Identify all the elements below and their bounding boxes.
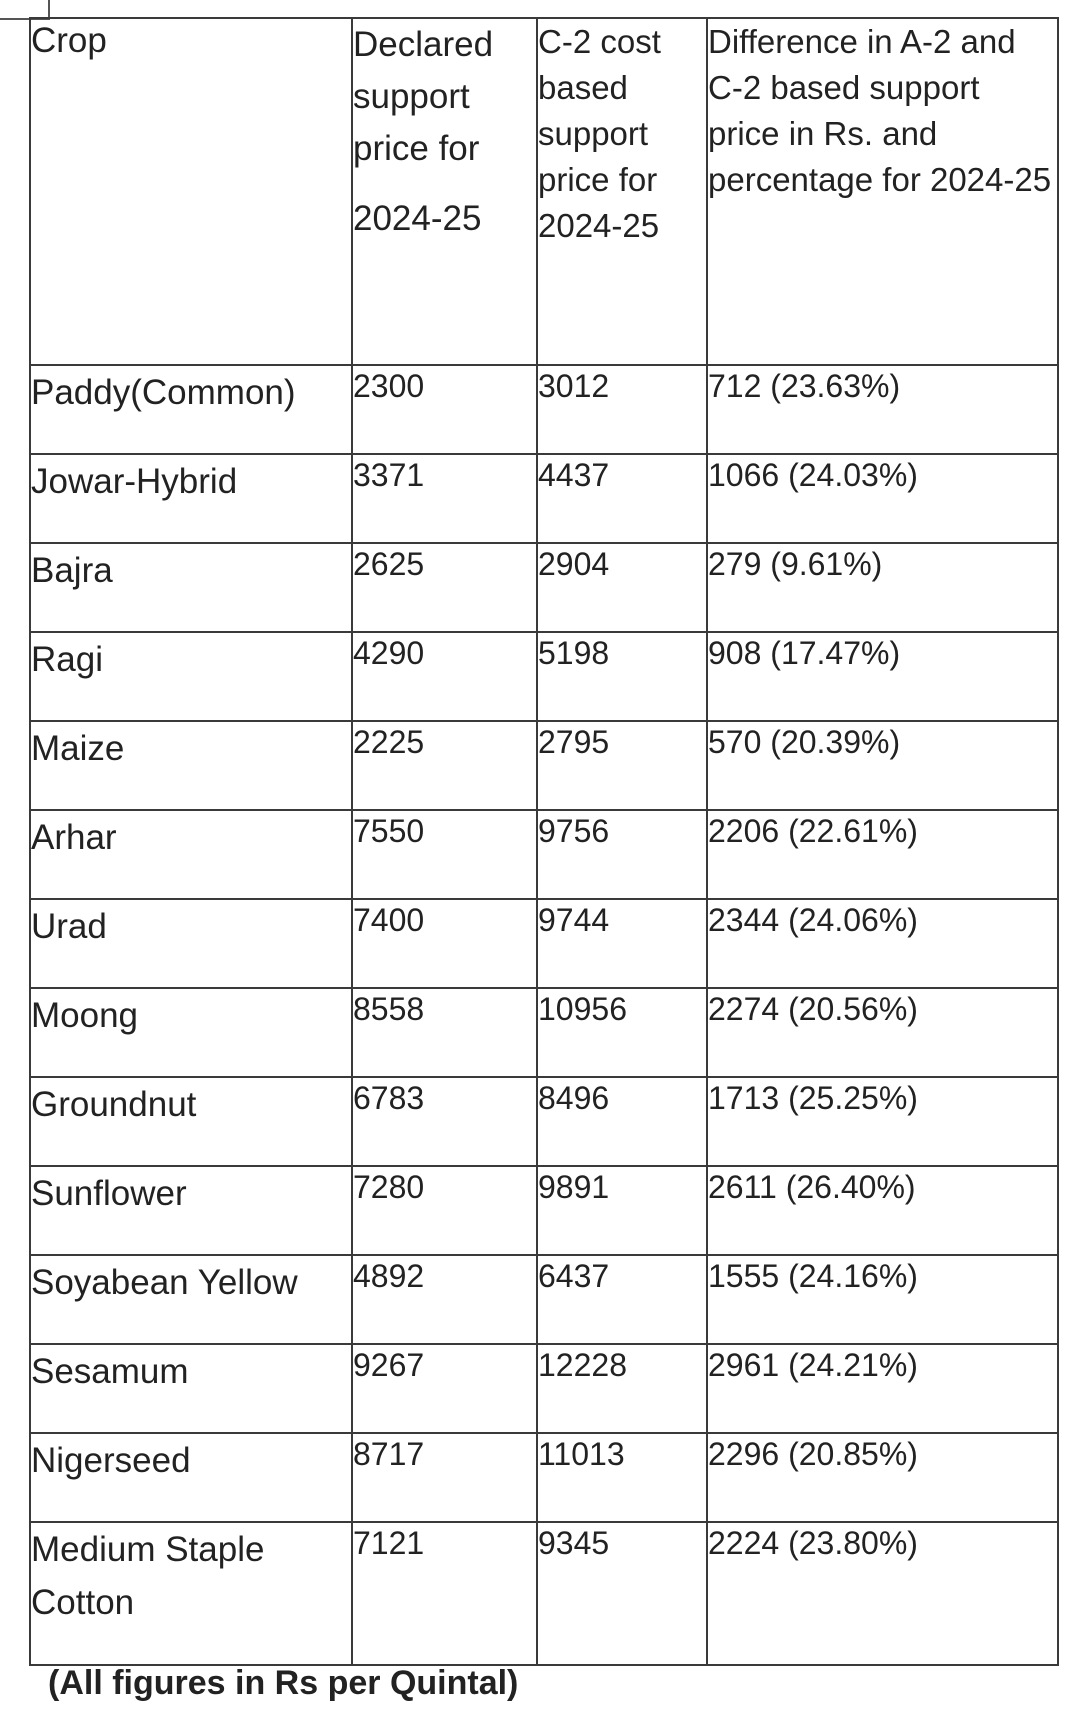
crop-name-cell: Maize <box>30 721 352 810</box>
declared-price-cell: 8558 <box>352 988 537 1077</box>
table-row <box>30 721 1058 810</box>
declared-price-cell: 7280 <box>352 1166 537 1255</box>
header-crop: Crop <box>30 18 352 365</box>
table-row <box>30 1344 1058 1433</box>
difference-cell: 2274 (20.56%) <box>707 988 1058 1077</box>
table-row <box>30 1077 1058 1166</box>
c2-price-cell: 2795 <box>537 721 707 810</box>
c2-price-cell: 10956 <box>537 988 707 1077</box>
c2-price-cell: 2904 <box>537 543 707 632</box>
declared-price-cell: 7400 <box>352 899 537 988</box>
difference-cell: 2344 (24.06%) <box>707 899 1058 988</box>
crop-name-cell: Paddy(Common) <box>30 365 352 454</box>
table-header-row <box>30 18 1058 365</box>
crop-name-cell: Medium Staple Cotton <box>30 1522 352 1665</box>
declared-price-cell: 4892 <box>352 1255 537 1344</box>
table-row <box>30 988 1058 1077</box>
difference-cell: 2224 (23.80%) <box>707 1522 1058 1665</box>
table-row <box>30 632 1058 721</box>
header-declared-price <box>352 18 537 365</box>
c2-price-cell: 9891 <box>537 1166 707 1255</box>
c2-price-cell: 3012 <box>537 365 707 454</box>
crop-name-cell: Arhar <box>30 810 352 899</box>
table-body <box>30 365 1058 1665</box>
table-row <box>30 810 1058 899</box>
crop-name-cell: Urad <box>30 899 352 988</box>
c2-price-cell: 12228 <box>537 1344 707 1433</box>
declared-price-cell: 3371 <box>352 454 537 543</box>
declared-price-cell: 2300 <box>352 365 537 454</box>
c2-price-cell: 9756 <box>537 810 707 899</box>
difference-cell: 570 (20.39%) <box>707 721 1058 810</box>
crop-name-cell: Nigerseed <box>30 1433 352 1522</box>
declared-price-cell: 7121 <box>352 1522 537 1665</box>
table-row <box>30 1522 1058 1665</box>
table-row <box>30 365 1058 454</box>
difference-cell: 1555 (24.16%) <box>707 1255 1058 1344</box>
msp-comparison-table <box>29 17 1059 1666</box>
c2-price-cell: 9744 <box>537 899 707 988</box>
table-row <box>30 1255 1058 1344</box>
crop-name-cell: Groundnut <box>30 1077 352 1166</box>
table-row <box>30 454 1058 543</box>
declared-price-cell: 4290 <box>352 632 537 721</box>
difference-cell: 1713 (25.25%) <box>707 1077 1058 1166</box>
crop-name-cell: Moong <box>30 988 352 1077</box>
declared-price-cell: 6783 <box>352 1077 537 1166</box>
header-declared-line: Declared <box>353 25 494 64</box>
table-row <box>30 543 1058 632</box>
crop-name-cell: Bajra <box>30 543 352 632</box>
declared-price-cell: 8717 <box>352 1433 537 1522</box>
declared-price-cell: 9267 <box>352 1344 537 1433</box>
c2-price-cell: 9345 <box>537 1522 707 1665</box>
c2-price-cell: 8496 <box>537 1077 707 1166</box>
difference-cell: 908 (17.47%) <box>707 632 1058 721</box>
crop-name-cell: Sunflower <box>30 1166 352 1255</box>
header-declared-line: support <box>353 77 470 116</box>
difference-cell: 712 (23.63%) <box>707 365 1058 454</box>
crop-name-cell: Sesamum <box>30 1344 352 1433</box>
crop-name-cell: Soyabean Yellow <box>30 1255 352 1344</box>
c2-price-cell: 4437 <box>537 454 707 543</box>
declared-price-cell: 2225 <box>352 721 537 810</box>
header-declared-year: 2024-25 <box>353 199 482 238</box>
difference-cell: 1066 (24.03%) <box>707 454 1058 543</box>
difference-cell: 279 (9.61%) <box>707 543 1058 632</box>
c2-price-cell: 6437 <box>537 1255 707 1344</box>
table-row <box>30 899 1058 988</box>
header-c2-price: C-2 cost based support price for 2024-25 <box>537 18 707 365</box>
table-row <box>30 1433 1058 1522</box>
units-footnote: (All figures in Rs per Quintal) <box>48 1664 519 1702</box>
header-difference: Difference in A-2 and C-2 based support price in Rs. and percentage for 2024-25 <box>707 18 1058 365</box>
table-row <box>30 1166 1058 1255</box>
c2-price-cell: 11013 <box>537 1433 707 1522</box>
crop-name-cell: Jowar-Hybrid <box>30 454 352 543</box>
c2-price-cell: 5198 <box>537 632 707 721</box>
declared-price-cell: 7550 <box>352 810 537 899</box>
difference-cell: 2206 (22.61%) <box>707 810 1058 899</box>
difference-cell: 2296 (20.85%) <box>707 1433 1058 1522</box>
difference-cell: 2611 (26.40%) <box>707 1166 1058 1255</box>
declared-price-cell: 2625 <box>352 543 537 632</box>
header-declared-line: price for <box>353 129 480 168</box>
difference-cell: 2961 (24.21%) <box>707 1344 1058 1433</box>
crop-name-cell: Ragi <box>30 632 352 721</box>
